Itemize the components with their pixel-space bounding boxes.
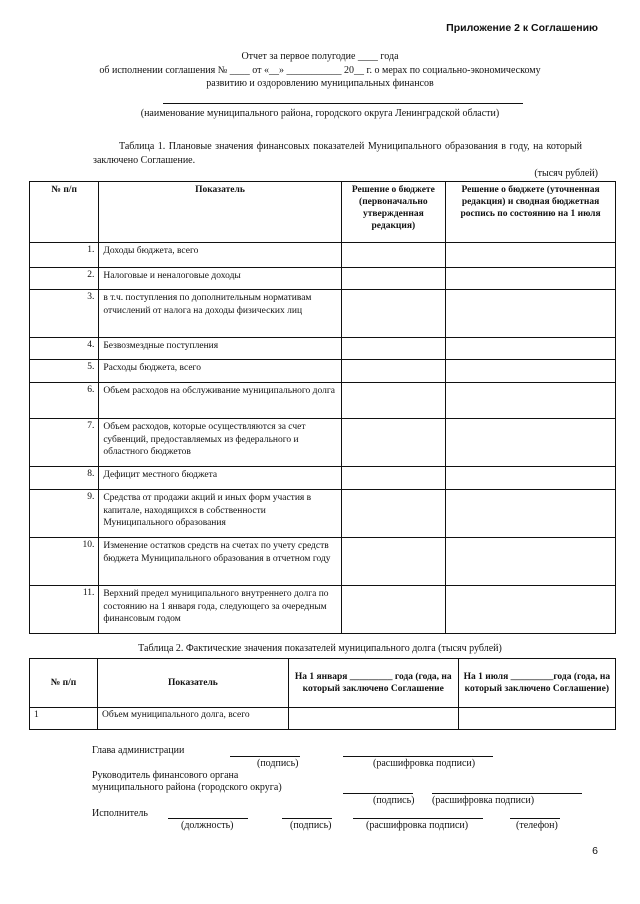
finance-head-label-1: Руководитель финансового органа — [92, 770, 239, 781]
table-row — [30, 338, 616, 360]
row-number: 1. — [30, 243, 99, 268]
row-value-initial[interactable] — [341, 538, 446, 586]
row-indicator: Средства от продажи акций и иных форм участия в капитале, находящихся в собственности Муниципального образования — [99, 490, 341, 538]
finance-head-decoding-caption: (расшифровка подписи) — [432, 795, 535, 806]
row-value-revised[interactable] — [446, 419, 616, 467]
row-number: 3. — [30, 290, 99, 338]
table1-caption: Таблица 1. Плановые значения финансовых показателей Муниципального образования в году, на который заключено Соглашение. — [93, 141, 582, 166]
report-header — [60, 50, 580, 91]
head-admin-signature-caption: (подпись) — [257, 758, 299, 769]
row-value-revised[interactable] — [446, 290, 616, 338]
row-value-initial[interactable] — [341, 290, 446, 338]
header-july: На 1 июля _________года (года, на который заключено Соглашение) — [458, 659, 615, 708]
table-row — [30, 490, 616, 538]
header-line-2: об исполнении соглашения № ____ от «__» ___________ 20__ г. о мерах по социально-экономическому — [99, 64, 541, 76]
row-value-initial[interactable] — [341, 360, 446, 383]
row-indicator: Объем муниципального долга, всего — [98, 708, 289, 730]
row-value-revised[interactable] — [446, 490, 616, 538]
row-value-revised[interactable] — [446, 586, 616, 634]
executor-position-line — [168, 818, 248, 819]
table-row — [30, 419, 616, 467]
head-admin-label: Глава администрации — [92, 745, 185, 756]
header-number: № п/п — [30, 659, 98, 708]
header-line-3: развитию и оздоровлению муниципальных финансов — [206, 78, 434, 89]
row-value-revised[interactable] — [446, 268, 616, 290]
row-number: 4. — [30, 338, 99, 360]
header-line-1: Отчет за первое полугодие ____ года — [241, 51, 399, 62]
row-value-initial[interactable] — [341, 268, 446, 290]
finance-head-signature-caption: (подпись) — [373, 795, 415, 806]
finance-head-label-2: муниципального района (городского округа) — [92, 782, 282, 793]
row-value-initial[interactable] — [341, 419, 446, 467]
executor-phone-caption: (телефон) — [516, 820, 558, 831]
executor-phone-line — [510, 818, 560, 819]
executor-signature-caption: (подпись) — [290, 820, 332, 831]
table-row — [30, 708, 616, 730]
row-value-initial[interactable] — [341, 467, 446, 490]
row-number: 9. — [30, 490, 99, 538]
executor-decoding-line — [353, 818, 483, 819]
row-indicator: Доходы бюджета, всего — [99, 243, 341, 268]
table-row — [30, 538, 616, 586]
row-indicator: Объем расходов, которые осуществляются за счет субвенций, предоставляемых из федерального и областного бюджетов — [99, 419, 341, 467]
row-value-july[interactable] — [458, 708, 615, 730]
municipality-name-caption: (наименование муниципального района, городского округа Ленинградской области) — [140, 108, 500, 119]
table-row — [30, 383, 616, 419]
header-budget-initial: Решение о бюджете (первоначально утвержденная редакция) — [341, 182, 446, 243]
table-header-row — [30, 659, 616, 708]
row-value-revised[interactable] — [446, 467, 616, 490]
row-number: 8. — [30, 467, 99, 490]
table-row — [30, 268, 616, 290]
head-admin-decoding-caption: (расшифровка подписи) — [373, 758, 476, 769]
table-row — [30, 467, 616, 490]
executor-decoding-caption: (расшифровка подписи) — [366, 820, 469, 831]
row-value-initial[interactable] — [341, 338, 446, 360]
executor-signature-line — [282, 818, 332, 819]
header-budget-revised: Решение о бюджете (уточненная редакция) и сводная бюджетная роспись по состоянию на 1 июля — [446, 182, 616, 243]
executor-position-caption: (должность) — [181, 820, 234, 831]
row-value-initial[interactable] — [341, 490, 446, 538]
finance-head-signature-line — [343, 793, 413, 794]
page-number: 6 — [592, 845, 598, 857]
row-number: 10. — [30, 538, 99, 586]
appendix-label: Приложение 2 к Соглашению — [446, 22, 598, 34]
row-indicator: Налоговые и неналоговые доходы — [99, 268, 341, 290]
table-row — [30, 243, 616, 268]
row-number: 6. — [30, 383, 99, 419]
table-row — [30, 290, 616, 338]
table-row — [30, 586, 616, 634]
municipality-name-line — [163, 103, 523, 104]
head-admin-signature-line — [230, 756, 300, 757]
row-indicator: Безвозмездные поступления — [99, 338, 341, 360]
row-indicator: Изменение остатков средств на счетах по учету средств бюджета Муниципального образования в отчетном году — [99, 538, 341, 586]
header-number: № п/п — [30, 182, 99, 243]
row-indicator: в т.ч. поступления по дополнительным нормативам отчислений от налога на доходы физических лиц — [99, 290, 341, 338]
row-value-january[interactable] — [288, 708, 458, 730]
row-indicator: Расходы бюджета, всего — [99, 360, 341, 383]
row-indicator: Объем расходов на обслуживание муниципального долга — [99, 383, 341, 419]
row-value-initial[interactable] — [341, 383, 446, 419]
table2-caption: Таблица 2. Фактические значения показателей муниципального долга (тысяч рублей) — [138, 643, 502, 654]
row-number: 7. — [30, 419, 99, 467]
table-header-row — [30, 182, 616, 243]
row-number: 5. — [30, 360, 99, 383]
row-value-revised[interactable] — [446, 538, 616, 586]
row-value-initial[interactable] — [341, 243, 446, 268]
executor-label: Исполнитель — [92, 808, 148, 819]
header-january: На 1 января _________ года (года, на который заключено Соглашение — [288, 659, 458, 708]
row-number: 1 — [30, 708, 98, 730]
row-number: 2. — [30, 268, 99, 290]
row-value-revised[interactable] — [446, 360, 616, 383]
municipal-debt-table — [29, 658, 616, 730]
row-value-revised[interactable] — [446, 243, 616, 268]
header-indicator: Показатель — [98, 659, 289, 708]
row-indicator: Дефицит местного бюджета — [99, 467, 341, 490]
table-row — [30, 360, 616, 383]
row-value-revised[interactable] — [446, 383, 616, 419]
header-indicator: Показатель — [99, 182, 341, 243]
row-value-initial[interactable] — [341, 586, 446, 634]
row-value-revised[interactable] — [446, 338, 616, 360]
head-admin-decoding-line — [343, 756, 493, 757]
finance-head-decoding-line — [432, 793, 582, 794]
table1-units: (тысяч рублей) — [534, 168, 598, 179]
row-number: 11. — [30, 586, 99, 634]
row-indicator: Верхний предел муниципального внутреннего долга по состоянию на 1 января года, следующего за очередным финансовым годом — [99, 586, 341, 634]
financial-indicators-table — [29, 181, 616, 634]
